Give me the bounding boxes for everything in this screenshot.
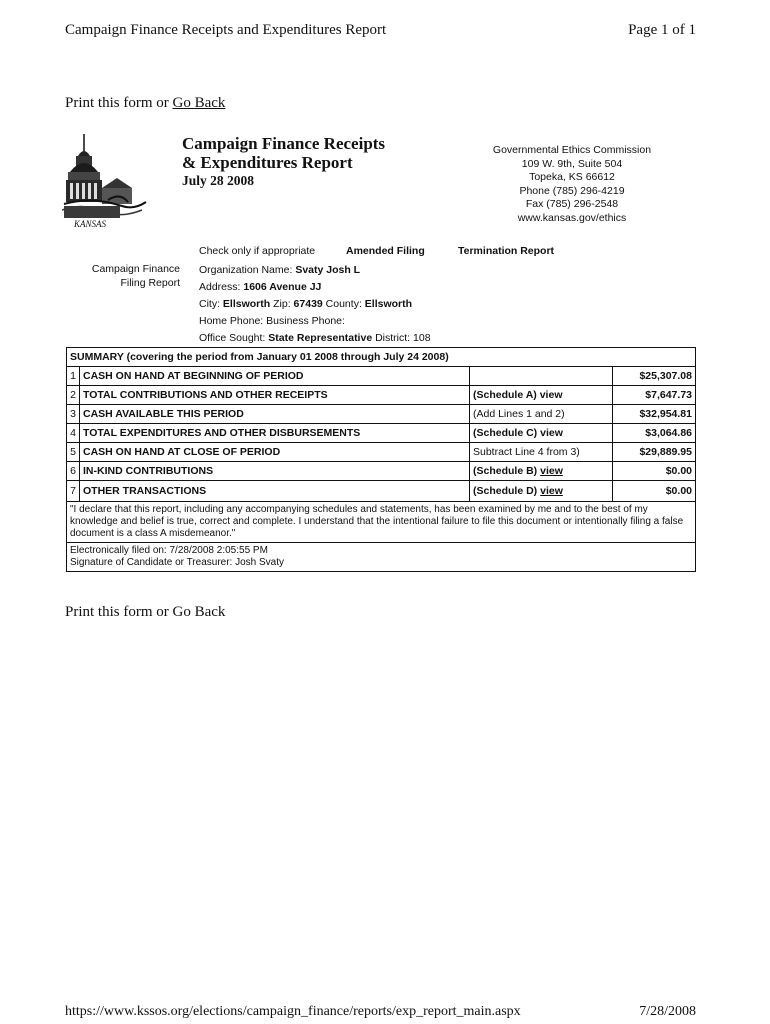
row-label: CASH ON HAND AT CLOSE OF PERIOD bbox=[80, 443, 470, 462]
schedule-d-view-link[interactable]: view bbox=[540, 485, 563, 497]
city-row bbox=[199, 298, 412, 310]
agency-address-line1: 109 W. 9th, Suite 504 bbox=[521, 157, 623, 170]
row-label: TOTAL CONTRIBUTIONS AND OTHER RECEIPTS bbox=[80, 386, 470, 405]
row-amount: $0.00 bbox=[613, 462, 696, 481]
zip-value: 67439 bbox=[293, 298, 323, 310]
kansas-seal-icon bbox=[62, 132, 148, 230]
agency-fax: Fax (785) 296-2548 bbox=[525, 198, 619, 210]
office-sought-value: State Representative bbox=[268, 332, 373, 344]
table-row bbox=[67, 443, 696, 462]
row-amount: $25,307.08 bbox=[613, 367, 696, 386]
district-value: 108 bbox=[413, 332, 431, 344]
row-schedule bbox=[470, 462, 613, 481]
row-label: CASH AVAILABLE THIS PERIOD bbox=[80, 405, 470, 424]
print-footer-url: https://www.kssos.org/elections/campaign_finance/reports/exp_report_main.aspx bbox=[65, 1004, 521, 1019]
district-label: District: bbox=[375, 332, 411, 344]
row-schedule: Subtract Line 4 from 3) bbox=[470, 443, 613, 462]
row-number: 3 bbox=[67, 405, 80, 424]
check-appropriate-label: Check only if appropriate bbox=[199, 245, 316, 257]
signature-label: Signature of Candidate or Treasurer: bbox=[70, 557, 233, 568]
schedule-b-view-link[interactable]: view bbox=[540, 465, 563, 477]
city-label: City: bbox=[199, 298, 220, 310]
seal-caption: KANSAS bbox=[74, 219, 107, 229]
phone-row bbox=[199, 315, 345, 327]
table-row bbox=[67, 462, 696, 481]
nav-or-text: or bbox=[156, 95, 169, 111]
schedule-label: (Schedule C) bbox=[473, 427, 538, 439]
row-label: TOTAL EXPENDITURES AND OTHER DISBURSEMENTS bbox=[80, 424, 470, 443]
termination-report-label: Termination Report bbox=[458, 245, 555, 257]
row-number: 6 bbox=[67, 462, 80, 481]
organization-name-value: Svaty Josh L bbox=[295, 264, 361, 276]
organization-name-label: Organization Name: bbox=[199, 264, 293, 276]
agency-website: www.kansas.gov/ethics bbox=[517, 211, 627, 224]
print-form-link-bottom[interactable]: Print this form bbox=[65, 604, 153, 620]
row-number: 4 bbox=[67, 424, 80, 443]
schedule-label: (Schedule B) bbox=[473, 465, 538, 477]
row-schedule bbox=[470, 386, 613, 405]
schedule-label: (Schedule A) bbox=[473, 389, 537, 401]
summary-header: SUMMARY (covering the period from January 01 2008 through July 24 2008) bbox=[67, 348, 696, 367]
print-header-page-number: Page 1 of 1 bbox=[628, 22, 696, 38]
row-number: 5 bbox=[67, 443, 80, 462]
schedule-c-view-link[interactable]: view bbox=[540, 427, 563, 439]
city-value: Ellsworth bbox=[222, 298, 271, 310]
print-header-title: Campaign Finance Receipts and Expenditures Report bbox=[65, 22, 387, 38]
address-value: 1606 Avenue JJ bbox=[243, 281, 322, 293]
signature-block bbox=[67, 543, 696, 572]
agency-address-line2: Topeka, KS 66612 bbox=[529, 171, 615, 183]
side-label-line1: Campaign Finance bbox=[91, 263, 180, 275]
go-back-link[interactable]: Go Back bbox=[172, 95, 226, 111]
row-label: CASH ON HAND AT BEGINNING OF PERIOD bbox=[80, 367, 470, 386]
report-date: July 28 2008 bbox=[182, 173, 255, 188]
filed-on-label: Electronically filed on: bbox=[70, 545, 167, 556]
report-title-line2: & Expenditures Report bbox=[182, 153, 353, 172]
organization-name-row bbox=[199, 264, 360, 276]
row-number: 1 bbox=[67, 367, 80, 386]
agency-phone: Phone (785) 296-4219 bbox=[519, 184, 625, 197]
row-number: 2 bbox=[67, 386, 80, 405]
nav-or-text-bottom: or bbox=[156, 604, 169, 620]
schedule-label: (Schedule D) bbox=[473, 485, 538, 497]
county-value: Ellsworth bbox=[364, 298, 413, 310]
row-amount: $32,954.81 bbox=[613, 405, 696, 424]
row-amount: $7,647.73 bbox=[613, 386, 696, 405]
summary-table bbox=[66, 347, 696, 572]
side-label-line2: Filing Report bbox=[120, 277, 180, 289]
office-row bbox=[199, 332, 431, 344]
row-schedule bbox=[470, 481, 613, 502]
address-row bbox=[199, 281, 321, 293]
row-schedule bbox=[470, 424, 613, 443]
agency-block bbox=[472, 144, 672, 225]
zip-label: Zip: bbox=[273, 298, 291, 310]
row-schedule: (Add Lines 1 and 2) bbox=[470, 405, 613, 424]
table-row bbox=[67, 424, 696, 443]
filed-on-value: 7/28/2008 2:05:55 PM bbox=[169, 545, 268, 556]
schedule-a-view-link[interactable]: view bbox=[539, 389, 563, 401]
row-schedule bbox=[470, 367, 613, 386]
county-label: County: bbox=[325, 298, 362, 310]
row-number: 7 bbox=[67, 481, 80, 502]
print-footer-date: 7/28/2008 bbox=[639, 1004, 696, 1019]
business-phone-label: Business Phone: bbox=[266, 315, 345, 327]
declaration-text: "I declare that this report, including any accompanying schedules and statements, has been examined by me and to the best of my knowledge and belief is true, correct and complete. I understand that the intentional failure to file this document or intentionally filing a false document is a class A misdemeanor." bbox=[67, 502, 696, 543]
table-row bbox=[67, 367, 696, 386]
row-label: OTHER TRANSACTIONS bbox=[80, 481, 470, 502]
table-row bbox=[67, 405, 696, 424]
table-row bbox=[67, 481, 696, 502]
office-sought-label: Office Sought: bbox=[199, 332, 266, 344]
report-title-line1: Campaign Finance Receipts bbox=[182, 134, 386, 153]
amended-filing-label: Amended Filing bbox=[346, 245, 425, 257]
signature-value: Josh Svaty bbox=[235, 557, 285, 568]
print-form-link[interactable]: Print this form bbox=[65, 95, 153, 111]
address-label: Address: bbox=[199, 281, 241, 293]
table-row bbox=[67, 386, 696, 405]
home-phone-label: Home Phone: bbox=[199, 315, 264, 327]
top-nav bbox=[65, 95, 225, 112]
bottom-nav bbox=[65, 604, 225, 621]
row-amount: $29,889.95 bbox=[613, 443, 696, 462]
go-back-link-bottom[interactable]: Go Back bbox=[172, 604, 226, 620]
row-amount: $3,064.86 bbox=[613, 424, 696, 443]
row-amount: $0.00 bbox=[613, 481, 696, 502]
agency-name: Governmental Ethics Commission bbox=[492, 144, 652, 156]
row-label: IN-KIND CONTRIBUTIONS bbox=[80, 462, 470, 481]
